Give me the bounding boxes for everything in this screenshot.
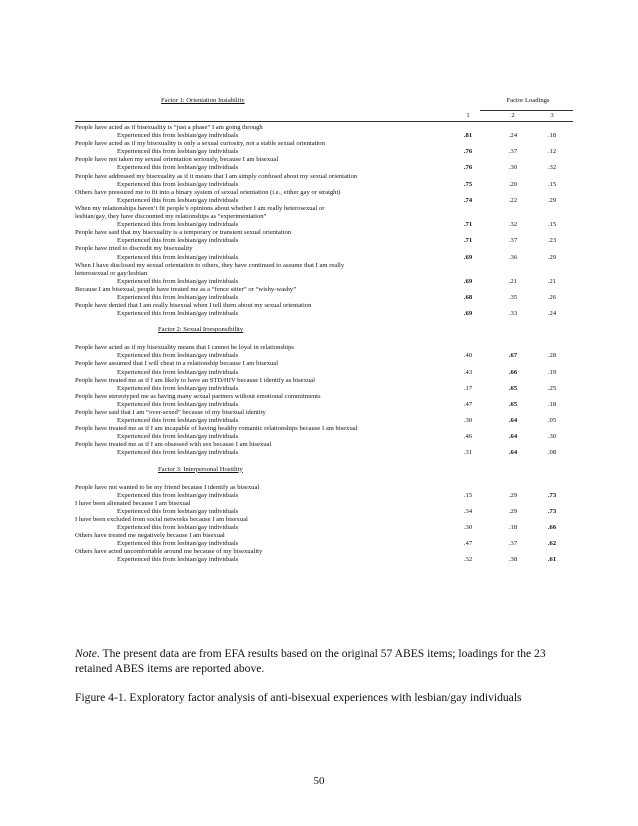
column-numbers (75, 112, 573, 121)
source-label: Experienced this from lesbian/gay individuals (117, 237, 239, 245)
loading-factor-3: .26 (547, 293, 557, 301)
note-text: . The present data are from EFA results based on the original 57 ABES items; loadings for the 23 retained ABES items are reported above. (75, 647, 546, 675)
item-text: lesbian/gay, they have discounted my relationships as “experimentation” (75, 213, 267, 221)
loading-factor-1: .31 (463, 449, 473, 457)
loading-factor-2: .37 (508, 540, 518, 548)
item-text: People have said that I am “over-sexed” because of my bisexual identity (75, 409, 266, 416)
item-text: People have acted as if bisexuality is “just a phase” I am going through (75, 124, 263, 131)
item-text: Because I am bisexual, people have treated me as a “fence sitter” or “wishy-washy” (75, 285, 297, 293)
factor-3-title: Factor 3: Interpersonal Hostility (158, 465, 243, 473)
loading-factor-3: .29 (547, 253, 557, 261)
item-text: People have not wanted to be my friend because I identify as bisexual (75, 483, 260, 491)
loading-factor-2: .64 (508, 433, 518, 441)
table-row (75, 409, 573, 425)
table-header (75, 95, 573, 112)
table-row (75, 245, 573, 261)
loading-factor-1: .68 (463, 293, 473, 301)
item-text: People have assumed that I will cheat in a relationship because I am bisexual (75, 360, 279, 368)
source-label: Experienced this from lesbian/gay individuals (117, 368, 239, 376)
item-source-row (75, 449, 573, 457)
item-source-row (75, 221, 573, 229)
loading-factor-1: .47 (463, 400, 473, 408)
item-source-row (75, 556, 573, 564)
loading-factor-2: .21 (508, 277, 518, 285)
source-label: Experienced this from lesbian/gay individuals (117, 253, 239, 261)
loading-factor-3: .15 (547, 180, 557, 188)
loading-factor-3: .25 (547, 384, 557, 392)
loading-factor-2: .30 (508, 164, 518, 172)
loading-factor-3: .18 (547, 400, 557, 408)
item-text: People have addressed my bisexuality as if it means that I am simply confused about my sexual orientation (75, 172, 358, 180)
table-row (75, 377, 573, 393)
item-source-row (75, 417, 573, 425)
loading-factor-1: .76 (463, 148, 473, 156)
loading-factor-2: .20 (508, 180, 518, 188)
table-row (75, 302, 573, 318)
item-text: People have tried to discredit my bisexuality (75, 245, 193, 253)
source-label: Experienced this from lesbian/gay individuals (117, 180, 239, 188)
table-row (75, 441, 573, 457)
loading-factor-2: .29 (508, 507, 518, 515)
loading-factor-2: .37 (508, 237, 518, 245)
item-text: People have acted as if my bisexuality is only a sexual curiosity, not a stable sexual orientation (75, 140, 325, 148)
table-row (75, 548, 573, 564)
table-row (75, 286, 573, 302)
loading-factor-2: .29 (508, 491, 518, 499)
source-label: Experienced this from lesbian/gay individuals (117, 277, 239, 285)
loading-factor-2: .37 (508, 148, 518, 156)
loading-factor-2: .64 (508, 449, 518, 457)
loading-factor-3: .61 (547, 556, 557, 564)
loading-factor-2: .36 (508, 253, 518, 261)
loading-factor-3: .28 (547, 352, 557, 360)
column-1-label: 1 (466, 112, 470, 119)
item-text: People have not taken my sexual orientation seriously, because I am bisexual (75, 156, 279, 164)
loading-factor-1: .71 (463, 237, 473, 245)
loading-factor-1: .69 (463, 253, 473, 261)
item-source-row (75, 508, 573, 516)
loading-factor-1: .40 (463, 352, 473, 360)
factor-2-title: Factor 2: Sexual Irresponsibility (158, 326, 244, 334)
table-row (75, 173, 573, 189)
loading-factor-1: .81 (463, 132, 473, 140)
loading-factor-3: .66 (547, 524, 557, 532)
source-label: Experienced this from lesbian/gay individuals (117, 164, 239, 172)
figure-caption: Figure 4-1. Exploratory factor analysis of anti-bisexual experiences with lesbian/gay individuals (75, 691, 522, 704)
table-row (75, 189, 573, 205)
item-source-row (75, 254, 573, 262)
source-label: Experienced this from lesbian/gay individuals (117, 310, 239, 318)
header-rule (480, 110, 573, 111)
table-row (75, 484, 573, 500)
loading-factor-3: .73 (547, 507, 557, 515)
item-source-row (75, 310, 573, 318)
source-label: Experienced this from lesbian/gay individuals (117, 148, 239, 156)
item-source-row (75, 492, 573, 500)
item-source-row (75, 294, 573, 302)
loading-factor-2: .32 (508, 221, 518, 229)
item-text: People have stereotyped me as having many sexual partners without emotional commitments (75, 392, 321, 400)
loading-factor-1: .47 (463, 540, 473, 548)
source-label: Experienced this from lesbian/gay individuals (117, 524, 239, 532)
loading-factor-2: .24 (508, 132, 518, 140)
loading-factor-3: .15 (547, 221, 557, 229)
loading-factor-3: .73 (547, 491, 557, 499)
table-note (75, 646, 575, 676)
item-text: People have acted as if my bisexuality means that I cannot be loyal in relationships (75, 344, 294, 352)
loading-factor-2: .65 (508, 384, 518, 392)
loading-factor-2: .35 (508, 293, 518, 301)
item-text: People have treated me as if I am likely to have an STD/HIV because I identify as bisexual (75, 376, 315, 384)
factor-loadings-table (75, 95, 573, 571)
table-row (75, 156, 573, 172)
source-label: Experienced this from lesbian/gay individuals (117, 507, 239, 515)
item-text: When I have disclosed my sexual orientation to others, they have continued to assume that I am really (75, 261, 345, 269)
table-row (75, 344, 573, 360)
item-text: I have been excluded from social networks because I am bisexual (75, 515, 248, 523)
column-rule (75, 121, 573, 122)
loading-factor-3: .08 (547, 449, 557, 457)
loading-factor-3: .24 (547, 310, 557, 318)
item-source-row (75, 369, 573, 377)
loading-factor-1: .74 (463, 196, 473, 204)
item-text: Others have treated me negatively because I am bisexual (75, 532, 225, 540)
table-row (75, 516, 573, 532)
source-label: Experienced this from lesbian/gay individuals (117, 540, 239, 548)
source-label: Experienced this from lesbian/gay individuals (117, 384, 239, 392)
item-source-row (75, 540, 573, 548)
source-label: Experienced this from lesbian/gay individuals (117, 196, 239, 204)
section-gap (75, 565, 573, 571)
loading-factor-2: .64 (508, 417, 518, 425)
loading-factor-2: .33 (508, 310, 518, 318)
table-row (75, 140, 573, 156)
source-label: Experienced this from lesbian/gay individuals (117, 491, 239, 499)
source-label: Experienced this from lesbian/gay individuals (117, 556, 239, 564)
table-row (75, 205, 573, 229)
loading-factor-2: .22 (508, 196, 518, 204)
item-source-row (75, 237, 573, 245)
item-source-row (75, 148, 573, 156)
item-text: I have been alienated because I am bisexual (75, 499, 191, 507)
table-row (75, 360, 573, 376)
loading-factor-1: .17 (463, 384, 473, 392)
loading-factor-3: .29 (547, 196, 557, 204)
note-label: Note (75, 647, 97, 660)
source-label: Experienced this from lesbian/gay individuals (117, 352, 239, 360)
loading-factor-3: .19 (547, 368, 557, 376)
loading-factor-3: .62 (547, 540, 557, 548)
factor-1-title: Factor 1: Orientation Instability (161, 97, 245, 104)
item-source-row (75, 132, 573, 140)
source-label: Experienced this from lesbian/gay individuals (117, 132, 239, 140)
source-label: Experienced this from lesbian/gay individuals (117, 417, 239, 425)
loading-factor-2: .38 (508, 556, 518, 564)
loading-factor-3: .30 (547, 433, 557, 441)
loading-factor-3: .05 (547, 417, 557, 425)
loading-factor-1: .69 (463, 277, 473, 285)
table-row (75, 425, 573, 441)
item-source-row (75, 524, 573, 532)
item-text: People have said that my bisexuality is a temporary or transient sexual orientation (75, 229, 292, 237)
item-text: heterosexual or gay/lesbian (75, 269, 148, 277)
column-2-label: 2 (511, 112, 515, 119)
source-label: Experienced this from lesbian/gay individuals (117, 449, 239, 457)
loading-factor-1: .75 (463, 180, 473, 188)
table-row (75, 262, 573, 286)
source-label: Experienced this from lesbian/gay individuals (117, 400, 239, 408)
item-text: People have treated me as if I am incapable of having healthy romantic relationships because I am bisexual (75, 425, 358, 433)
source-label: Experienced this from lesbian/gay individuals (117, 293, 239, 301)
item-source-row (75, 278, 573, 286)
loading-factor-2: .67 (508, 352, 518, 360)
table-row (75, 393, 573, 409)
item-source-row (75, 197, 573, 205)
column-3-label: 3 (550, 112, 554, 119)
item-source-row (75, 181, 573, 189)
table-row (75, 500, 573, 516)
loading-factor-1: .32 (463, 556, 473, 564)
loading-factor-1: .34 (463, 507, 473, 515)
loading-factor-3: .32 (547, 164, 557, 172)
loading-factor-1: .46 (463, 433, 473, 441)
item-text: Others have pressured me to fit into a binary system of sexual orientation (i.e., either gay or straight) (75, 188, 341, 196)
loadings-header: Factor Loadings (506, 97, 550, 104)
loading-factor-3: .21 (547, 277, 557, 285)
loading-factor-3: .12 (547, 148, 557, 156)
loading-factor-1: .30 (463, 417, 473, 425)
item-source-row (75, 433, 573, 441)
page-number: 50 (313, 775, 325, 787)
loading-factor-3: .18 (547, 132, 557, 140)
table-row (75, 124, 573, 140)
loading-factor-1: .15 (463, 491, 473, 499)
table-row (75, 532, 573, 548)
source-label: Experienced this from lesbian/gay individuals (117, 433, 239, 441)
table-body (75, 121, 573, 571)
item-source-row (75, 385, 573, 393)
loading-factor-1: .76 (463, 164, 473, 172)
item-text: When my relationships haven’t fit people’s opinions about whether I am really heterosexual or (75, 204, 325, 212)
loading-factor-1: .30 (463, 524, 473, 532)
loading-factor-1: .71 (463, 221, 473, 229)
item-text: People have treated me as if I am obsessed with sex because I am bisexual (75, 441, 272, 449)
item-text: Others have acted uncomfortable around me because of my bisexuality (75, 548, 263, 556)
item-source-row (75, 352, 573, 360)
item-text: People have denied that I am really bisexual when I tell them about my sexual orientation (75, 302, 312, 310)
loading-factor-1: .69 (463, 310, 473, 318)
loading-factor-3: .23 (547, 237, 557, 245)
item-source-row (75, 164, 573, 172)
source-label: Experienced this from lesbian/gay individuals (117, 221, 239, 229)
loading-factor-2: .66 (508, 368, 518, 376)
table-row (75, 229, 573, 245)
item-source-row (75, 401, 573, 409)
loading-factor-2: .65 (508, 400, 518, 408)
loading-factor-2: .18 (508, 524, 518, 532)
loading-factor-1: .43 (463, 368, 473, 376)
